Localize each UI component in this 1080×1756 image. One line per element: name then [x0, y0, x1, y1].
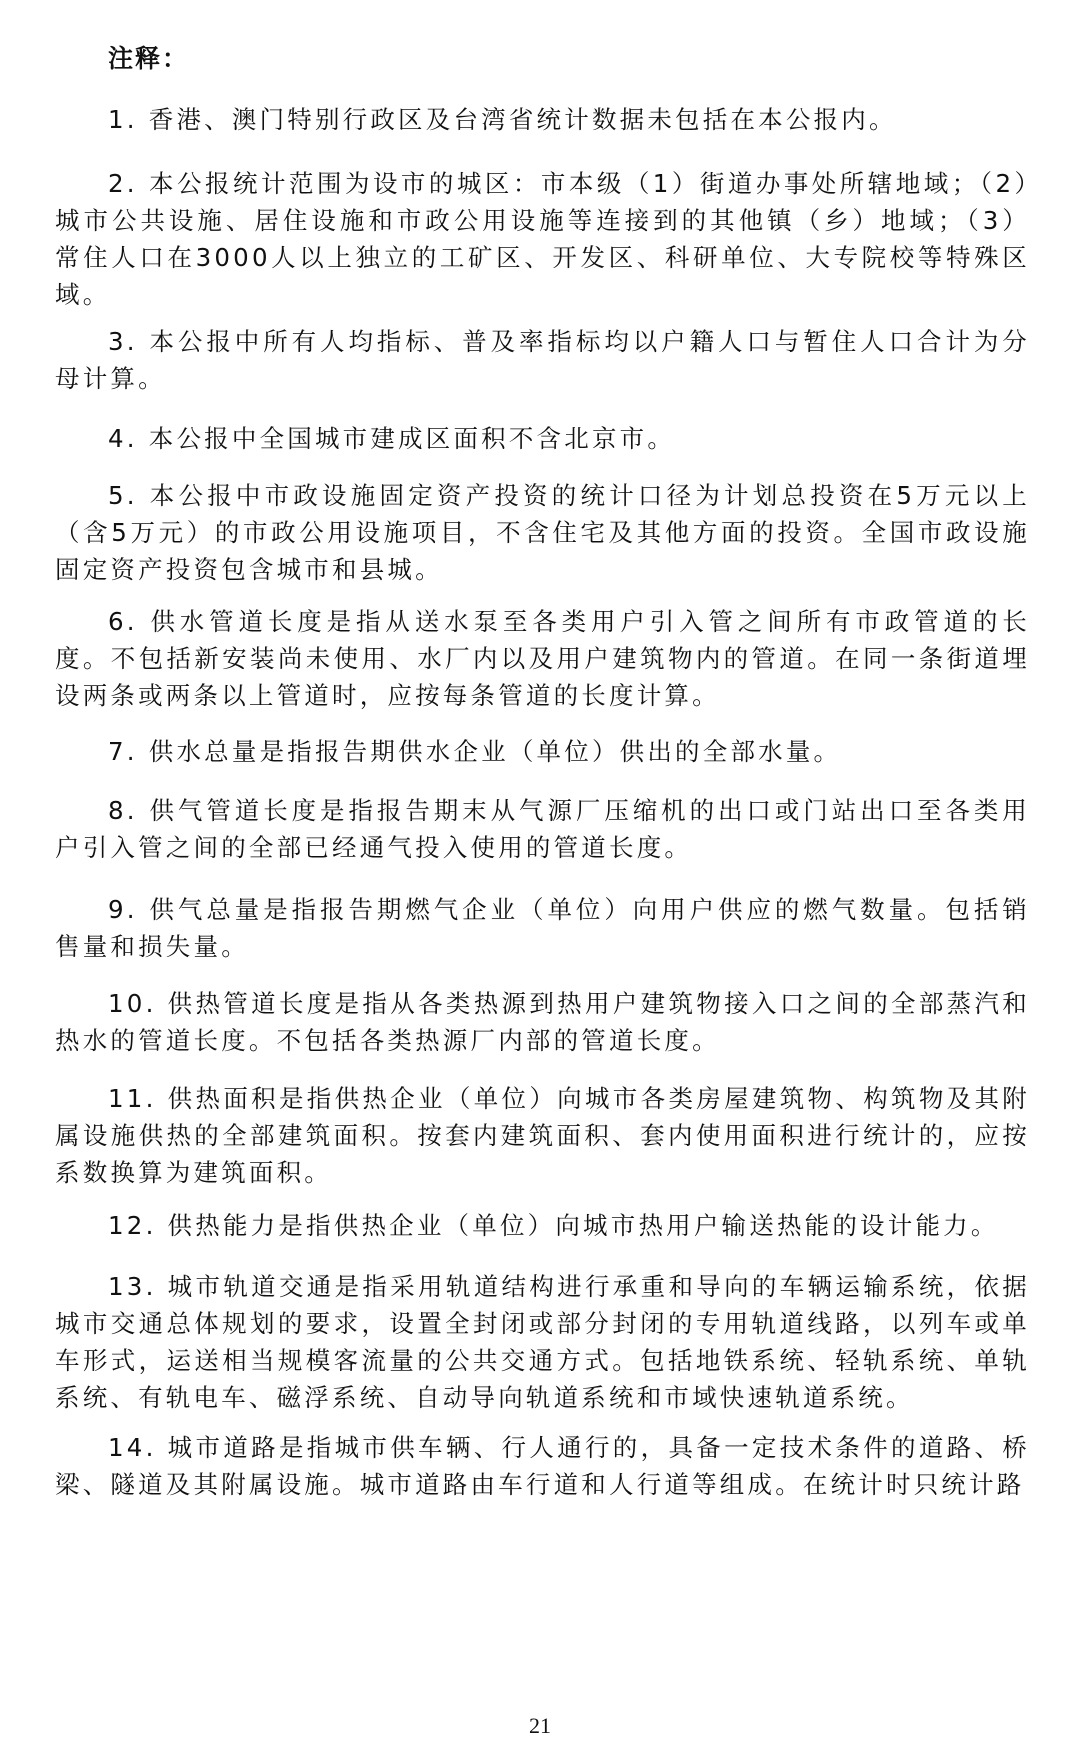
note-11: 11. 供热面积是指供热企业（单位）向城市各类房屋建筑物、构筑物及其附属设施供热的全部建筑面积。按套内建筑面积、套内使用面积进行统计的，应按系数换算为建筑面积。	[55, 1084, 1030, 1187]
note-13: 13. 城市轨道交通是指采用轨道结构进行承重和导向的车辆运输系统，依据城市交通总体规划的要求，设置全封闭或部分封闭的专用轨道线路，以列车或单车形式，运送相当规模客流量的公共交通方式。包括地铁系统、轻轨系统、单轨系统、有轨电车、磁浮系统、自动导向轨道系统和市域快速轨道系统。	[55, 1272, 1030, 1412]
note-4: 4. 本公报中全国城市建成区面积不含北京市。	[108, 424, 676, 453]
page-number: 21	[529, 1713, 551, 1738]
note-7: 7. 供水总量是指报告期供水企业（单位）供出的全部水量。	[108, 737, 842, 766]
note-1: 1. 香港、澳门特别行政区及台湾省统计数据未包括在本公报内。	[108, 105, 897, 134]
note-8: 8. 供气管道长度是指报告期末从气源厂压缩机的出口或门站出口至各类用户引入管之间的全部已经通气投入使用的管道长度。	[55, 796, 1030, 862]
note-5: 5. 本公报中市政设施固定资产投资的统计口径为计划总投资在5万元以上（含5万元）的市政公用设施项目，不含住宅及其他方面的投资。全国市政设施固定资产投资包含城市和县城。	[55, 481, 1030, 584]
note-12: 12. 供热能力是指供热企业（单位）向城市热用户输送热能的设计能力。	[108, 1211, 999, 1240]
note-6: 6. 供水管道长度是指从送水泵至各类用户引入管之间所有市政管道的长度。不包括新安装尚未使用、水厂内以及用户建筑物内的管道。在同一条街道埋设两条或两条以上管道时，应按每条管道的长度计算。	[55, 607, 1030, 710]
note-2: 2. 本公报统计范围为设市的城区：市本级（1）街道办事处所辖地域；（2）城市公共设施、居住设施和市政公用设施等连接到的其他镇（乡）地域；（3）常住人口在3000人以上独立的工矿区、开发区、科研单位、大专院校等特殊区域。	[55, 169, 1030, 309]
note-3: 3. 本公报中所有人均指标、普及率指标均以户籍人口与暂住人口合计为分母计算。	[55, 327, 1030, 393]
note-14: 14. 城市道路是指城市供车辆、行人通行的，具备一定技术条件的道路、桥梁、隧道及其附属设施。城市道路由车行道和人行道等组成。在统计时只统计路	[55, 1433, 1030, 1499]
notes-heading: 注释：	[108, 44, 190, 73]
note-9: 9. 供气总量是指报告期燃气企业（单位）向用户供应的燃气数量。包括销售量和损失量。	[55, 895, 1030, 961]
note-10: 10. 供热管道长度是指从各类热源到热用户建筑物接入口之间的全部蒸汽和热水的管道长度。不包括各类热源厂内部的管道长度。	[55, 989, 1030, 1055]
